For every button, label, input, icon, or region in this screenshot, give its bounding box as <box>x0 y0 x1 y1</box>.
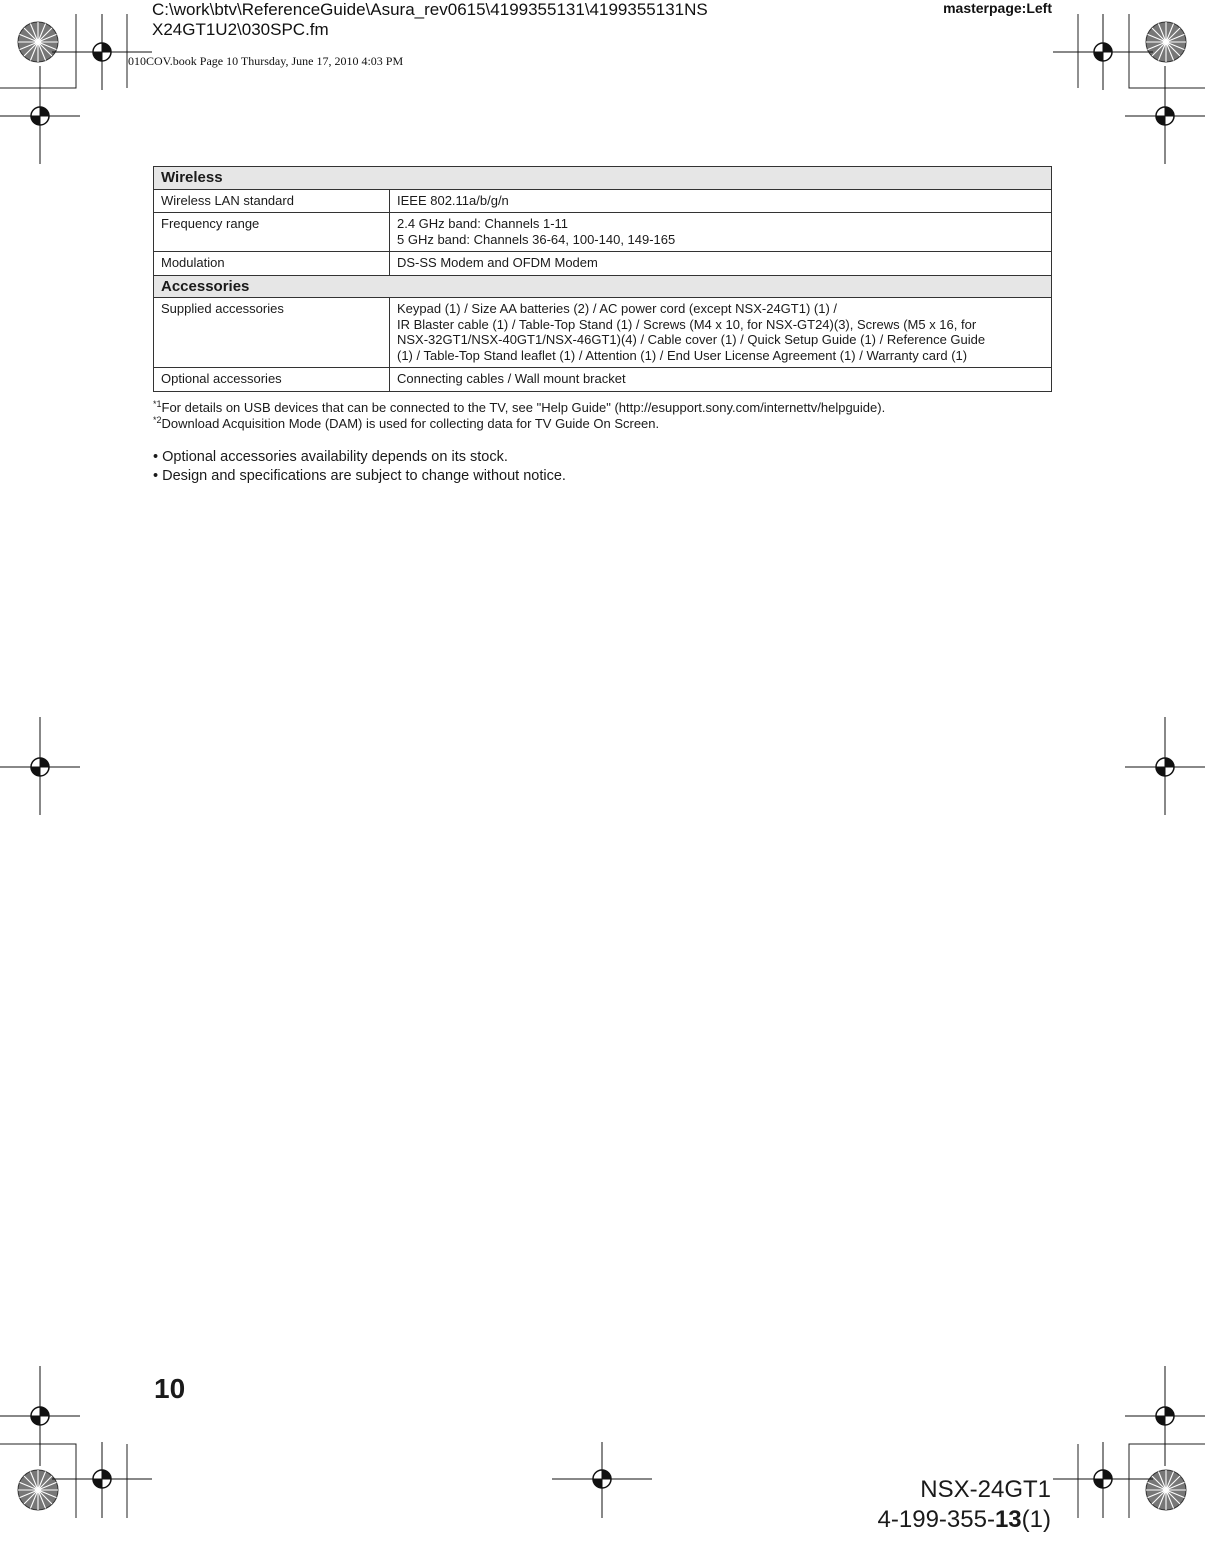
table-row <box>154 298 1052 368</box>
footnote-1 <box>153 400 885 416</box>
row-label: Modulation <box>154 252 390 276</box>
accessories-heading: Accessories <box>154 275 1052 298</box>
footnote-text: Download Acquisition Mode (DAM) is used for collecting data for TV Guide On Screen. <box>161 416 660 431</box>
section-heading-row <box>154 167 1052 190</box>
file-path-line-2: X24GT1U2\030SPC.fm <box>152 20 329 39</box>
row-value <box>390 189 1052 213</box>
footnotes <box>153 400 885 432</box>
part-number-bold: 13 <box>994 1506 1022 1533</box>
masterpage-label: masterpage:Left <box>943 0 1052 16</box>
book-info-line: 010COV.book Page 10 Thursday, June 17, 2010 4:03 PM <box>128 54 404 68</box>
footnote-text: For details on USB devices that can be connected to the TV, see "Help Guide" (http://esupport.sony.com/internettv/helpguide). <box>161 400 886 415</box>
row-value <box>390 213 1052 252</box>
value-line: (1) / Table-Top Stand leaflet (1) / Attention (1) / End User License Agreement (1) / Warranty card (1) <box>397 347 968 363</box>
value-line: IR Blaster cable (1) / Table-Top Stand (1) / Screws (M4 x 10, for NSX-GT24)(3), Screws (M5 x 16, for <box>397 316 977 332</box>
page-number: 10 <box>154 1373 186 1404</box>
notes-list <box>153 448 566 486</box>
row-label: Wireless LAN standard <box>154 189 390 213</box>
footnote-mark: *1 <box>153 399 162 409</box>
note-item: • Design and specifications are subject to change without notice. <box>153 468 566 484</box>
row-label: Optional accessories <box>154 368 390 392</box>
note-item: • Optional accessories availability depends on its stock. <box>153 449 508 465</box>
footnote-mark: *2 <box>153 415 162 425</box>
section-heading-row <box>154 275 1052 298</box>
footnote-2 <box>153 416 885 432</box>
value-line: DS-SS Modem and OFDM Modem <box>397 255 598 270</box>
table-row <box>154 189 1052 213</box>
row-value <box>390 298 1052 368</box>
table-row <box>154 368 1052 392</box>
specifications-table <box>153 166 1052 392</box>
row-value <box>390 368 1052 392</box>
value-line: 2.4 GHz band: Channels 1-11 <box>397 216 569 231</box>
value-line: Connecting cables / Wall mount bracket <box>397 371 626 386</box>
part-number-prefix: 4-199-355- <box>877 1506 995 1533</box>
table-row <box>154 213 1052 252</box>
value-line: IEEE 802.11a/b/g/n <box>397 192 509 208</box>
part-number-suffix: (1) <box>1021 1506 1051 1533</box>
file-path-header <box>152 0 852 40</box>
value-line: NSX-32GT1/NSX-40GT1/NSX-46GT1)(4) / Cable cover (1) / Quick Setup Guide (1) / Reference Guide <box>397 332 986 347</box>
row-value <box>390 252 1052 276</box>
model-number: NSX-24GT1 <box>920 1476 1051 1503</box>
file-path-line-1: C:\work\btv\ReferenceGuide\Asura_rev0615\4199355131\4199355131NS <box>152 0 708 19</box>
row-label: Supplied accessories <box>154 298 390 368</box>
row-label: Frequency range <box>154 213 390 252</box>
part-number <box>878 1506 1051 1534</box>
table-row <box>154 252 1052 276</box>
value-line: Keypad (1) / Size AA batteries (2) / AC power cord (except NSX-24GT1) (1) / <box>397 301 838 316</box>
wireless-heading: Wireless <box>154 167 1052 190</box>
value-line: 5 GHz band: Channels 36-64, 100-140, 149-165 <box>397 231 676 247</box>
